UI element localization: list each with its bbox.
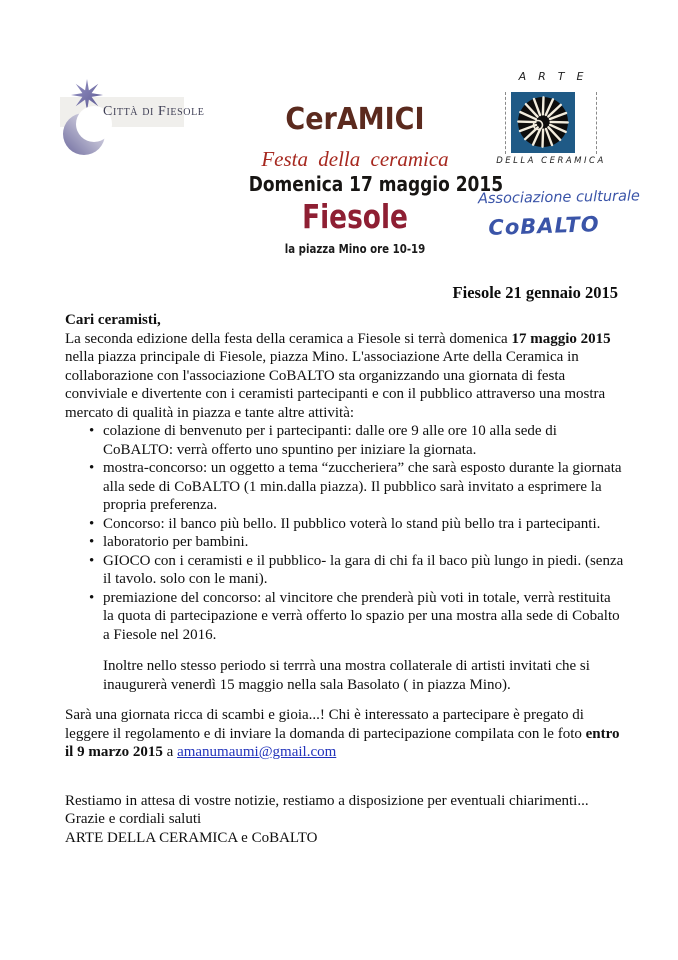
association-label: Associazione culturale xyxy=(477,188,641,208)
activity-award: premiazione del concorso: al vincitore che prenderà più voti in totale, verrà restituita la quota di partecipazione e verrà offerto lo spazio per una mostra alla sede di Cobalto a Fiesole nel 2016. xyxy=(103,589,620,643)
activity-kids-lab: laboratorio per bambini. xyxy=(103,534,249,550)
closing-paragraph xyxy=(65,706,625,762)
banner-place: Fiesole xyxy=(302,197,408,236)
banner-place-detail: la piazza Mino ore 10-19 xyxy=(284,242,426,256)
activity-breakfast: colazione di benvenuto per i partecipanti: dalle ore 9 alle ore 10 alla sede di CoBALTO: verrà offerto uno spuntino per iniziare la giornata. xyxy=(103,423,557,458)
list-item xyxy=(65,589,625,645)
list-item xyxy=(65,552,625,589)
intro-paragraph xyxy=(65,330,625,423)
outro-line: Restiamo in attesa di vostre notizie, restiamo a disposizione per eventuali chiarimenti... xyxy=(65,792,589,809)
intro-text-post: nella piazza principale di Fiesole, piazza Mino. L'associazione Arte della Ceramica in collaborazione con l'associazione CoBALTO sta organizzando una giornata di festa conviviale e divertente con i ceramisti partecipanti e con il pubblico attraverso una mostra mercato di qualità in piazza e tante altre attività: xyxy=(65,349,606,421)
arte-logo-stitch-left xyxy=(505,92,506,154)
fiesole-logo-label: Città di Fiesole xyxy=(103,104,205,119)
arte-logo-wordmark-bottom: DELLA CERAMICA xyxy=(496,156,606,166)
arte-logo-wordmark-top: ARTE xyxy=(518,70,596,83)
banner-subtitle: Festa della ceramica xyxy=(261,147,449,171)
activities-list xyxy=(65,422,625,644)
association-name: CoBALTO xyxy=(488,212,600,240)
list-item xyxy=(65,459,625,515)
activity-best-stand: Concorso: il banco più bello. Il pubblico voterà lo stand più bello tra i partecipanti. xyxy=(103,515,601,532)
intro-text-pre: La seconda edizione della festa della ceramica a Fiesole si terrà domenica xyxy=(65,330,512,347)
activity-game: GIOCO con i ceramisti e il pubblico- la gara di chi fa il baco più lungo in piedi. (senza il tavolo. solo con le mani). xyxy=(103,552,624,587)
list-item xyxy=(65,533,625,552)
list-item xyxy=(65,515,625,534)
arte-logo-stitch-right xyxy=(596,92,597,154)
outro-line: Grazie e cordiali saluti xyxy=(65,811,202,827)
deadline-emphasis: entro il 9 marzo 2015 xyxy=(65,725,620,760)
signature-line: ARTE DELLA CERAMICA e CoBALTO xyxy=(65,829,318,846)
banner-title: CerAMICI xyxy=(285,102,425,137)
banner-date: Domenica 17 maggio 2015 xyxy=(248,172,504,196)
event-date-emphasis: 17 maggio 2015 xyxy=(511,330,611,347)
salutation: Cari ceramisti, xyxy=(65,312,161,328)
activity-contest-exhibit: mostra-concorso: un oggetto a tema “zuccheriera” che sarà esposto durante la giornata alla sede di CoBALTO (1 min.dalla piazza). Il pubblico sarà invitato a esprimere la propria preferenza. xyxy=(103,460,622,513)
letter-dateline: Fiesole 21 gennaio 2015 xyxy=(452,283,618,302)
list-item xyxy=(65,422,625,459)
ceramic-spiral-icon xyxy=(511,92,575,153)
collateral-exhibit-paragraph: Inoltre nello stesso periodo si terrrà una mostra collaterale di artisti invitati che si inaugurerà venerdì 15 maggio nella sala Basolato ( in piazza Mino). xyxy=(103,658,590,693)
email-link[interactable]: amanumaumi@gmail.com xyxy=(177,744,337,760)
closing-text-pre: Sarà una giornata ricca di scambi e gioia...! Chi è interessato a partecipare è pregato di leggere il regolamento e di inviare la domanda di partecipazione compilata con le foto xyxy=(65,707,586,742)
closing-text-mid: a xyxy=(162,744,178,760)
letter-body xyxy=(65,311,625,847)
